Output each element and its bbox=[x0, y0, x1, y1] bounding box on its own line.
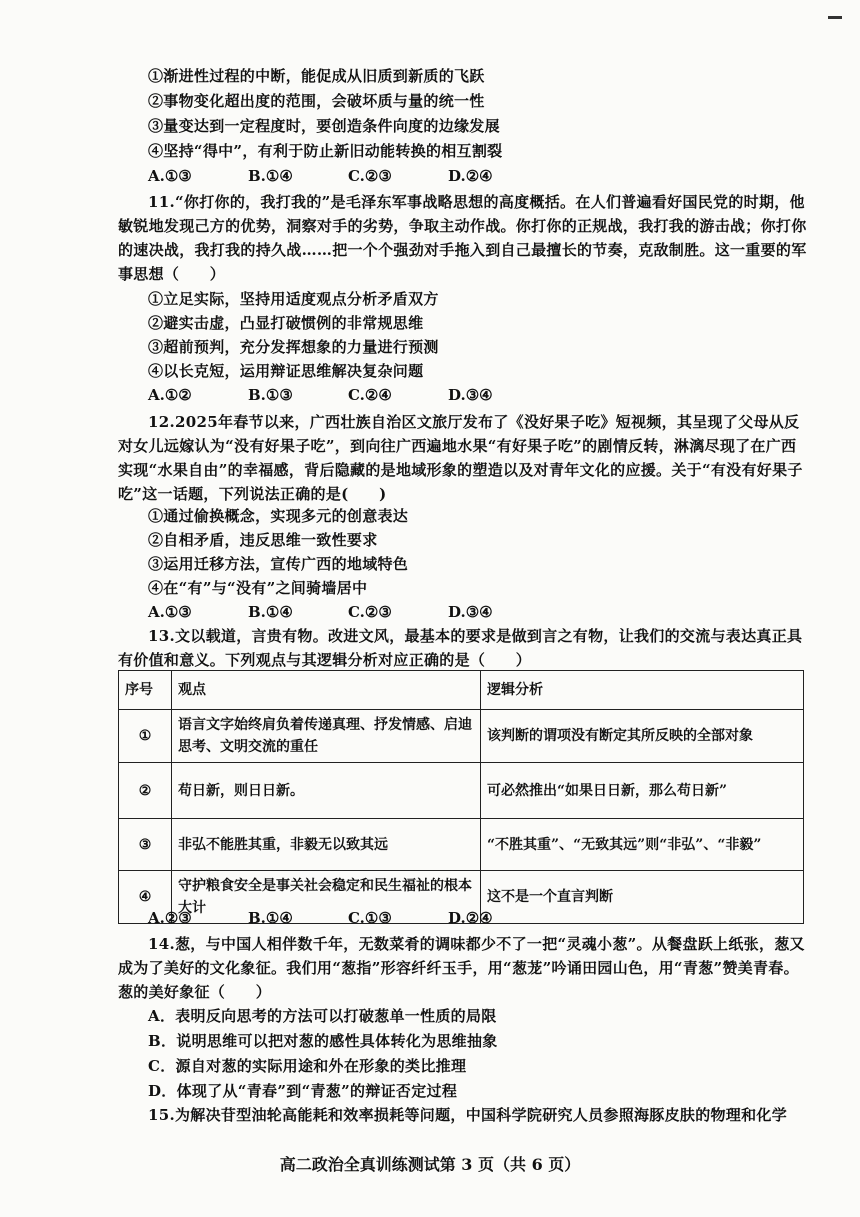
table-row bbox=[119, 710, 804, 763]
q10-option-3: ③量变达到一定程度时，要创造条件向度的边缘发展 bbox=[148, 117, 500, 135]
choice-d: D.③④ bbox=[448, 603, 493, 621]
choice-b: B.①④ bbox=[248, 603, 293, 621]
q14-option-a: A．表明反向思考的方法可以打破葱单一性质的局限 bbox=[148, 1007, 497, 1025]
row-view: 苟日新，则日日新。 bbox=[172, 763, 481, 819]
q10-option-1: ①渐进性过程的中断，能促成从旧质到新质的飞跃 bbox=[148, 67, 485, 85]
q12-choices bbox=[148, 602, 548, 622]
table-row bbox=[119, 763, 804, 819]
q12-option-2: ②自相矛盾，违反思维一致性要求 bbox=[148, 531, 378, 549]
q14-option-c: C．源自对葱的实际用途和外在形象的类比推理 bbox=[148, 1057, 467, 1075]
q11-choices bbox=[148, 385, 548, 405]
row-index: ③ bbox=[119, 819, 172, 871]
q10-choices bbox=[148, 166, 548, 186]
table-row bbox=[119, 819, 804, 871]
q11-option-3: ③超前预判，充分发挥想象的力量进行预测 bbox=[148, 338, 439, 356]
choice-c: C.②③ bbox=[348, 167, 392, 185]
row-analysis: 该判断的谓项没有断定其所反映的全部对象 bbox=[481, 710, 804, 763]
page-footer: 高二政治全真训练测试第 3 页（共 6 页） bbox=[279, 1155, 581, 1174]
header-analysis: 逻辑分析 bbox=[481, 671, 804, 710]
row-view: 守护粮食安全是事关社会稳定和民生福祉的根本大计 bbox=[172, 871, 481, 924]
q15-stem: 15.为解决苷型油轮高能耗和效率损耗等问题，中国科学院研究人员参照海豚皮肤的物理和化学 bbox=[148, 1106, 787, 1124]
q10-option-2: ②事物变化超出度的范围，会破坏质与量的统一性 bbox=[148, 92, 485, 110]
row-analysis: 这不是一个直言判断 bbox=[481, 871, 804, 924]
q11-option-2: ②避实击虚，凸显打破惯例的非常规思维 bbox=[148, 314, 424, 332]
choice-c: C.①③ bbox=[348, 909, 392, 927]
scan-mark bbox=[828, 16, 842, 19]
row-view: 语言文字始终肩负着传递真理、抒发情感、启迪思考、文明交流的重任 bbox=[172, 710, 481, 763]
choice-a: A.①② bbox=[148, 386, 192, 404]
row-index: ① bbox=[119, 710, 172, 763]
q11-option-4: ④以长克短，运用辩证思维解决复杂问题 bbox=[148, 362, 424, 380]
choice-a: A.①③ bbox=[148, 603, 192, 621]
header-index: 序号 bbox=[119, 671, 172, 710]
q12-stem: 12.2025年春节以来，广西壮族自治区文旅厅发布了《没好果子吃》短视频，其呈现了父母从反对女儿远嫁认为“没有好果子吃”，到向往广西遍地水果“有好果子吃”的剧情反转，淋漓尽现了在广西实现“水果自由”的幸福感，背后隐藏的是地域形象的塑造以及对青年文化的应援。关于“有没有好果子吃”这一话题，下列说法正确的是( ) bbox=[118, 413, 803, 503]
q14-option-d: D．体现了从“青春”到“青葱”的辩证否定过程 bbox=[148, 1082, 458, 1100]
choice-d: D.②④ bbox=[448, 167, 493, 185]
q14-stem: 14.葱，与中国人相伴数千年，无数菜肴的调味都少不了一把“灵魂小葱”。从餐盘跃上纸张，葱又成为了美好的文化象征。我们用“葱指”形容纤纤玉手，用“葱茏”吟诵田园山色，用“青葱”赞美青春。葱的美好象征（ ） bbox=[118, 935, 805, 1001]
q12-option-4: ④在“有”与“没有”之间骑墙居中 bbox=[148, 579, 368, 597]
choice-b: B.①③ bbox=[248, 386, 293, 404]
q14-option-b: B．说明思维可以把对葱的感性具体转化为思维抽象 bbox=[148, 1032, 498, 1050]
choice-a: A.②③ bbox=[148, 909, 192, 927]
choice-a: A.①③ bbox=[148, 167, 192, 185]
q12-option-1: ①通过偷换概念，实现多元的创意表达 bbox=[148, 507, 409, 525]
q10-option-4: ④坚持“得中”，有利于防止新旧动能转换的相互割裂 bbox=[148, 142, 503, 160]
q11-stem: 11.“你打你的，我打我的”是毛泽东军事战略思想的高度概括。在人们普遍看好国民党的时期，他敏锐地发现己方的优势，洞察对手的劣势，争取主动作战。你打你的正规战，我打我的游击战；你打你的速决战，我打我的持久战……把一个个强劲对手拖入到自己最擅长的节奏，克敌制胜。这一重要的军事思想（ ） bbox=[118, 193, 807, 283]
choice-c: C.②④ bbox=[348, 386, 392, 404]
row-index: ② bbox=[119, 763, 172, 819]
row-analysis: 可必然推出“如果日日新，那么苟日新” bbox=[481, 763, 804, 819]
row-view: 非弘不能胜其重，非毅无以致其远 bbox=[172, 819, 481, 871]
choice-d: D.③④ bbox=[448, 386, 493, 404]
choice-b: B.①④ bbox=[248, 167, 293, 185]
q13-table bbox=[118, 670, 804, 924]
choice-c: C.②③ bbox=[348, 603, 392, 621]
header-view: 观点 bbox=[172, 671, 481, 710]
q11-option-1: ①立足实际，坚持用适度观点分析矛盾双方 bbox=[148, 290, 439, 308]
q13-stem: 13.文以载道，言贵有物。改进文风，最基本的要求是做到言之有物，让我们的交流与表达真正具有价值和意义。下列观点与其逻辑分析对应正确的是（ ） bbox=[118, 627, 803, 669]
choice-d: D.②④ bbox=[448, 909, 493, 927]
row-analysis: “不胜其重”、“无致其远”则“非弘”、“非毅” bbox=[481, 819, 804, 871]
row-index: ④ bbox=[119, 871, 172, 924]
q12-option-3: ③运用迁移方法，宣传广西的地域特色 bbox=[148, 555, 409, 573]
choice-b: B.①④ bbox=[248, 909, 293, 927]
table-header-row bbox=[119, 671, 804, 710]
q13-choices bbox=[148, 908, 548, 928]
